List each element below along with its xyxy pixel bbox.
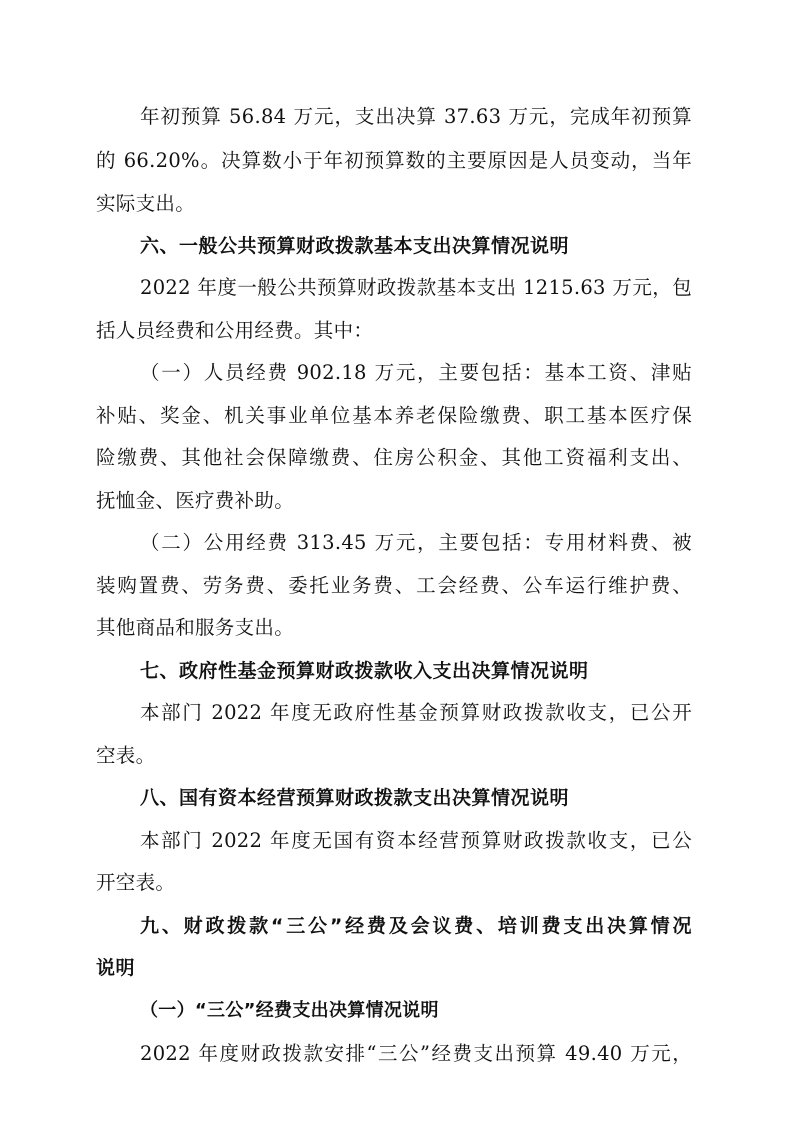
text-line: 其他商品和服务支出。: [96, 616, 295, 639]
text-line: 的 66.20%。决算数小于年初预算数的主要原因是人员变动，当年: [96, 149, 692, 172]
text-line: 险缴费、其他社会保障缴费、住房公积金、其他工资福利支出、: [96, 446, 692, 469]
text-line: 年初预算 56.84 万元，支出决算 37.63 万元，完成年初预算: [140, 105, 692, 128]
text-line: 2022 年度一般公共预算财政拨款基本支出 1215.63 万元，包: [140, 276, 692, 299]
text-line: 抚恤金、医疗费补助。: [96, 489, 295, 512]
section-heading: 八、国有资本经营预算财政拨款支出决算情况说明: [140, 787, 570, 809]
subsection-heading: （一）“三公”经费支出决算情况说明: [140, 1000, 439, 1021]
section-heading: 九、财政拨款“三公”经费及会议费、培训费支出决算情况: [140, 915, 692, 937]
text-line: 开空表。: [96, 871, 176, 894]
text-line: 本部门 2022 年度无国有资本经营预算财政拨款收支，已公: [140, 829, 692, 852]
text-line: （一）人员经费 902.18 万元，主要包括：基本工资、津贴: [140, 361, 692, 384]
section-heading: 六、一般公共预算财政拨款基本支出决算情况说明: [140, 235, 570, 257]
text-line: （二）公用经费 313.45 万元，主要包括：专用材料费、被: [140, 531, 692, 554]
text-line: 括人员经费和公用经费。其中：: [96, 319, 374, 342]
text-line: 本部门 2022 年度无政府性基金预算财政拨款收支，已公开: [140, 701, 692, 724]
text-line: 实际支出。: [96, 192, 196, 215]
section-heading: 说明: [96, 957, 136, 979]
text-line: 装购置费、劳务费、委托业务费、工会经费、公车运行维护费、: [96, 574, 692, 597]
text-line: 2022 年度财政拨款安排“三公”经费支出预算 49.40 万元，: [140, 1042, 692, 1065]
text-line: 空表。: [96, 744, 156, 767]
section-heading: 七、政府性基金预算财政拨款收入支出决算情况说明: [140, 660, 589, 682]
text-line: 补贴、奖金、机关事业单位基本养老保险缴费、职工基本医疗保: [96, 404, 692, 427]
